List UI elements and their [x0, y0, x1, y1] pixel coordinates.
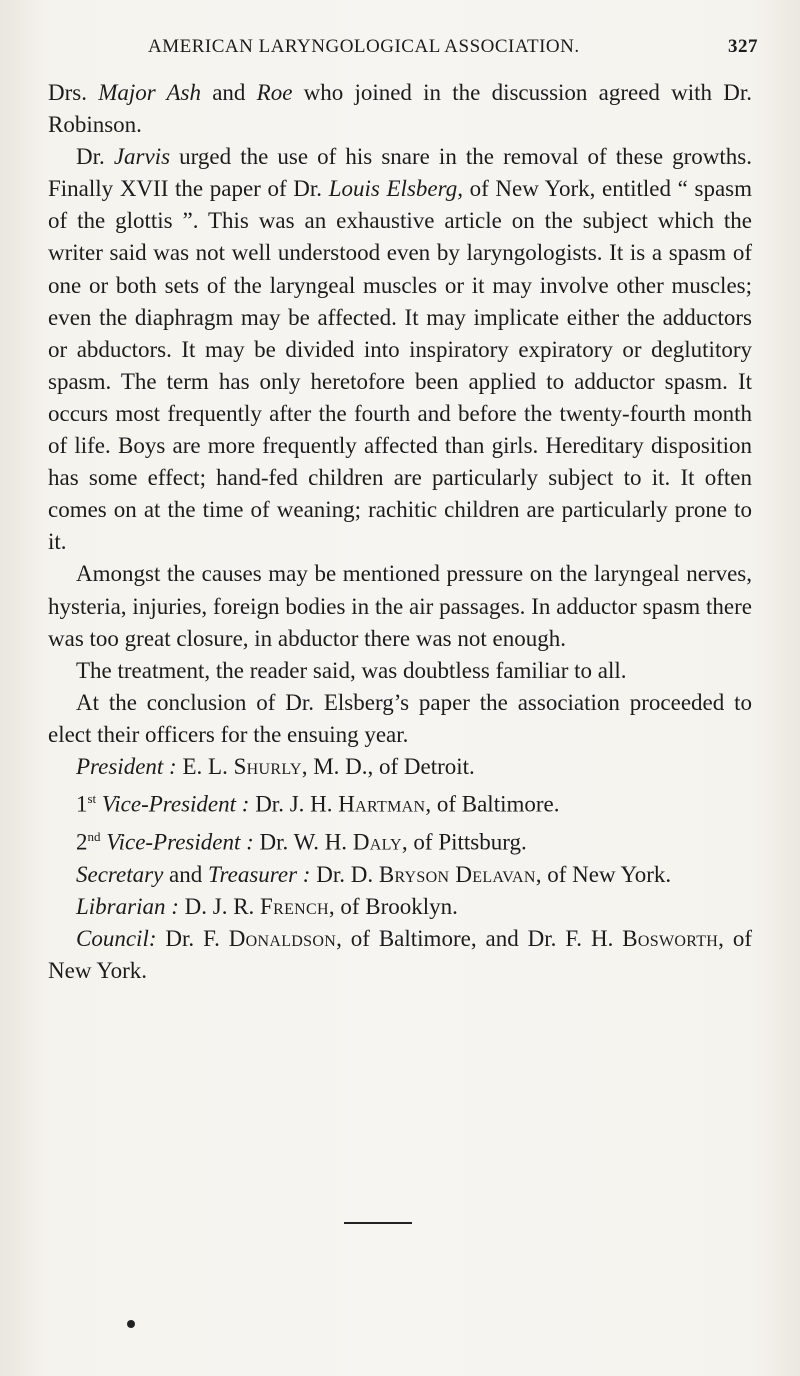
- text-run: Dr. D.: [310, 861, 379, 887]
- officer-name: French: [260, 893, 329, 919]
- section-divider: [344, 1222, 412, 1224]
- officer-first-vice-president: [48, 783, 752, 821]
- text-run: , of Brooklyn.: [328, 893, 458, 919]
- officer-second-vice-president: [48, 821, 752, 859]
- paragraph-1: [48, 77, 752, 141]
- officer-name: Donaldson: [228, 925, 337, 951]
- ordinal-number: 2: [76, 829, 88, 855]
- body-text: [48, 77, 752, 987]
- text-run: D. J. R.: [178, 893, 261, 919]
- officer-secretary-treasurer: [48, 859, 752, 891]
- text-run: and: [201, 80, 257, 105]
- role-label: Vice-President :: [96, 791, 250, 817]
- running-title: AMERICAN LARYNGOLOGICAL ASSOCIATION.: [148, 36, 580, 57]
- text-run: Dr. J. H.: [249, 791, 339, 817]
- officer-name: Shurly: [233, 753, 302, 779]
- ink-speck: [127, 1320, 135, 1328]
- text-run: , of New York.: [48, 925, 752, 983]
- role-label: Treasurer :: [208, 861, 311, 887]
- name-roe: Roe: [256, 80, 293, 105]
- ordinal-suffix: st: [87, 791, 97, 807]
- text-run: urged the use of his snare in the removal of these growths. Finally XVII the paper of Dr.: [48, 144, 753, 202]
- name-jarvis: Jarvis: [113, 144, 171, 170]
- text-run: , of Baltimore.: [425, 791, 560, 817]
- role-label: Secretary: [76, 861, 164, 887]
- text-run: , of Baltimore, and Dr. F. H.: [336, 925, 623, 951]
- officer-name: Hartman: [338, 791, 426, 817]
- ordinal-suffix: nd: [87, 828, 101, 844]
- text-run: Dr. F.: [156, 925, 229, 951]
- text-run: E. L.: [176, 753, 234, 779]
- role-label: Vice-President :: [100, 829, 254, 855]
- role-label: Librarian :: [76, 893, 179, 919]
- paragraph-2: [48, 141, 752, 558]
- officer-name: Bosworth: [622, 925, 719, 951]
- page-number: 327: [728, 36, 758, 57]
- paragraph-3: Amongst the causes may be mentioned pressure on the laryngeal nerves, hysteria, injuries, foreign bodies in the air passages. In adductor spasm there was too great closure, in abductor there was not enough.: [48, 561, 752, 651]
- text-run: , M. D., of Detroit.: [301, 753, 475, 779]
- text-run: Dr.: [76, 144, 114, 170]
- text-run: of New York, entitled “ spasm of the glottis ”. This was an exhaustive article on the subject which the writer said was not well understood even by laryngologists. It is a spasm of one or both sets of the laryngeal muscles or it may involve other muscles; even the diaphragm may be affected. It may implicate either the adductors or abductors. It may be divided into inspiratory expiratory or deglutitory spasm. The term has only heretofore been applied to adductor spasm. It occurs most frequently after the fourth and before the twenty-fourth month of life. Boys are more frequently affected than girls. Hereditary disposition has some effect; hand-fed children are particularly subject to it. It often comes on at the time of weaning; rachitic children are particularly prone to it.: [48, 176, 753, 555]
- officer-librarian: [48, 891, 752, 923]
- text-run: Dr. W. H.: [253, 829, 353, 855]
- ordinal-number: 1: [76, 791, 88, 817]
- officer-council: [48, 923, 752, 987]
- officer-name: Bryson Delavan: [378, 861, 536, 887]
- text-run: who joined in the discussion agreed with Dr. Robinson.: [48, 80, 752, 138]
- text-run: , of Pittsburg.: [401, 829, 527, 855]
- paragraph-4: The treatment, the reader said, was doubtless familiar to all.: [76, 657, 627, 683]
- name-major-ash: Major Ash: [98, 80, 201, 105]
- officer-president: [48, 751, 752, 783]
- officer-name: Daly: [352, 829, 402, 855]
- role-label: President :: [76, 753, 177, 779]
- name-louis-elsberg: Louis Elsberg,: [328, 176, 463, 202]
- text-run: , of New York.: [535, 861, 672, 887]
- paragraph-5: At the conclusion of Dr. Elsberg’s paper the association proceeded to elect their officers for the ensuing year.: [48, 689, 752, 747]
- text-run: Drs.: [48, 80, 99, 105]
- text-run: and: [163, 861, 208, 887]
- role-label: Council:: [76, 925, 157, 951]
